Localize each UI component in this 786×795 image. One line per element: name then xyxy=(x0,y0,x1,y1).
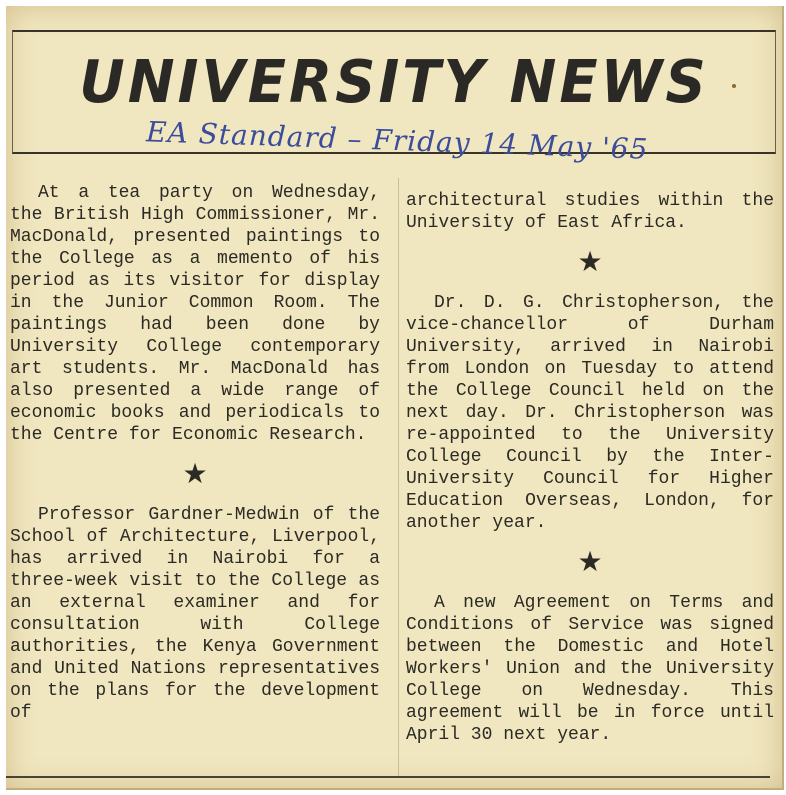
article-agreement: A new Agreement on Terms and Conditions of Service was signed between the Domestic and Hotel Workers' Union and the University College on Wednesday. This agreement will be in force until April 30 next year. xyxy=(406,593,774,745)
left-column xyxy=(10,182,380,724)
star-separator: ★ xyxy=(577,545,603,578)
article-tea-party: At a tea party on Wednesday, the British High Commissioner, Mr. MacDonald, presented paintings to the College as a memento of his period as its visitor for display in the Junior Common Room. The paintings had been done by University College contemporary art students. Mr. MacDonald has also presented a wide range of economic books and periodicals to the Centre for Economic Research. xyxy=(10,183,380,445)
right-column xyxy=(406,190,774,746)
article-christopherson: Dr. D. G. Christopherson, the vice-chancellor of Durham University, arrived in Nairobi from London on Tuesday to attend the College Council held on the next day. Dr. Christopherson was re-appointed to the University College Council by the Inter-University Council for Higher Education Overseas, London, for another year. xyxy=(406,293,774,533)
paper-stain xyxy=(732,84,736,88)
star-separator: ★ xyxy=(182,457,208,490)
column-gutter xyxy=(398,178,399,778)
masthead-title: UNIVERSITY NEWS xyxy=(79,48,709,117)
handwritten-annotation: EA Standard – Friday 14 May '65 xyxy=(145,115,649,166)
article-gardner-medwin-continued: architectural studies within the University of East Africa. xyxy=(406,191,774,233)
star-separator: ★ xyxy=(577,245,603,278)
article-gardner-medwin: Professor Gardner-Medwin of the School of Architecture, Liverpool, has arrived in Nairobi for a three-week visit to the College as an external examiner and for consultation with College authorities, the Kenya Government and United Nations representatives on the plans for the development of xyxy=(10,505,380,723)
bottom-rule xyxy=(6,776,770,778)
